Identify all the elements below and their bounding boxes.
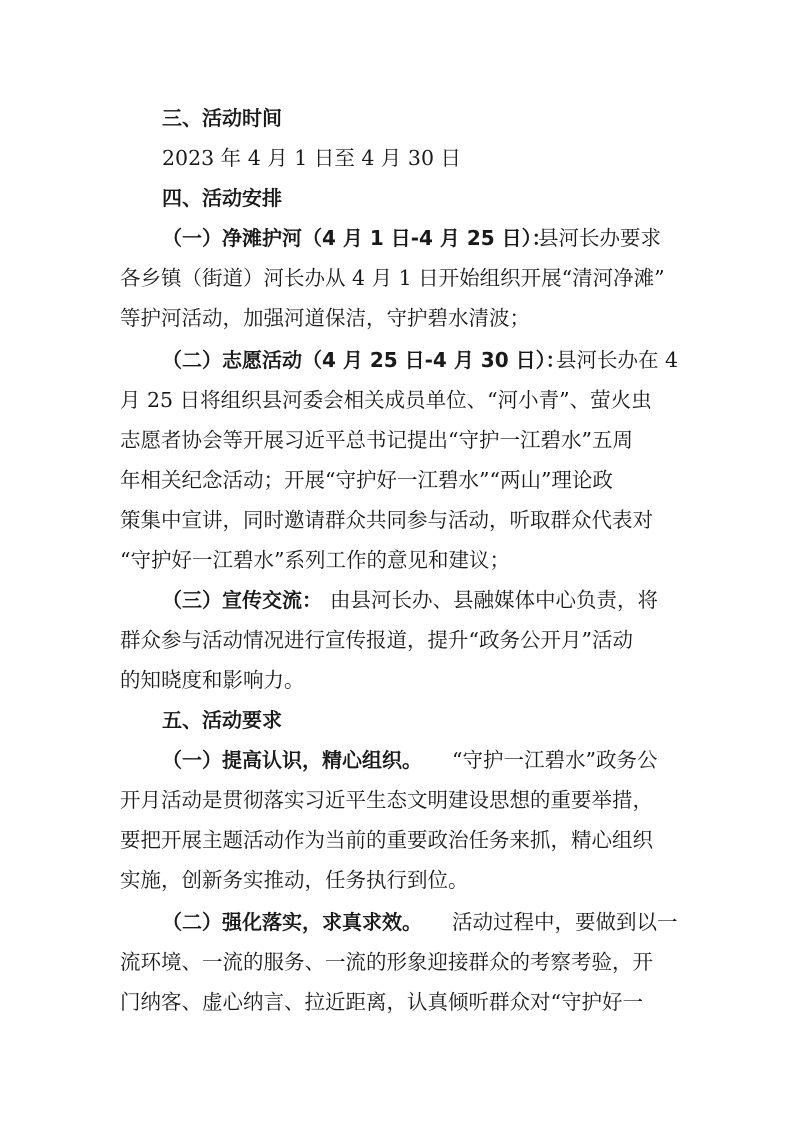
item-5-2-label: （二）强化落实，求真求效。	[162, 910, 422, 934]
paragraph-line: 门纳客、虚心纳言、拉近距离，认真倾听群众对“守护好一	[120, 990, 643, 1014]
paragraph-line: 月 25 日将组织县河委会相关成员单位、“河小青”、萤火虫	[120, 388, 652, 412]
paragraph-line: 流环境、一流的服务、一流的形象迎接群众的考察考验，开	[120, 950, 653, 974]
item-4-3-line-3	[0, 660, 793, 700]
item-5-1-line-2	[0, 780, 793, 820]
section-4-heading-line	[0, 178, 793, 218]
item-4-2-text: 县河长办在 4	[556, 348, 679, 372]
paragraph-line: 要把开展主题活动作为当前的重要政治任务来抓，精心组织	[120, 828, 653, 852]
item-5-2-line-3	[0, 982, 793, 1022]
item-4-1-label: （一）净滩护河（4 月 1 日-4 月 25 日）：	[162, 226, 552, 250]
paragraph-line: 各乡镇（街道）河长办从 4 月 1 日开始组织开展“清河净滩”	[120, 266, 665, 290]
item-4-1-line-1	[0, 218, 793, 258]
paragraph-line: 策集中宣讲，同时邀请群众共同参与活动，听取群众代表对	[120, 508, 653, 532]
item-4-1-line-3	[0, 298, 793, 338]
item-4-2-line-6	[0, 540, 793, 580]
paragraph-line: 开月活动是贯彻落实习近平生态文明建设思想的重要举措，	[120, 788, 653, 812]
item-5-1-line-1	[0, 740, 793, 780]
paragraph-line: 等护河活动，加强河道保洁，守护碧水清波；	[120, 306, 530, 330]
section-4-heading: 四、活动安排	[162, 186, 282, 210]
paragraph-line: 实施，创新务实推动，任务执行到位。	[120, 868, 469, 892]
item-5-1-text: “守护一江碧水”政务公	[452, 748, 658, 772]
section-5-heading-line	[0, 700, 793, 740]
item-4-2-line-3	[0, 420, 793, 460]
item-4-1-text: 县河长办要求	[538, 226, 661, 250]
item-5-1-line-4	[0, 860, 793, 900]
item-5-2-text: 活动过程中，要做到以一	[452, 910, 678, 934]
item-4-2-line-1	[0, 340, 793, 380]
item-5-1-label: （一）提高认识，精心组织。	[162, 748, 422, 772]
paragraph-line: 群众参与活动情况进行宣传报道，提升“政务公开月”活动	[120, 628, 633, 652]
item-4-2-line-2	[0, 380, 793, 420]
item-5-2-line-1	[0, 902, 793, 942]
item-4-2-label: （二）志愿活动（4 月 25 日-4 月 30 日）：	[162, 348, 566, 372]
section-5-heading: 五、活动要求	[162, 708, 282, 732]
item-4-2-line-5	[0, 500, 793, 540]
item-4-2-line-4	[0, 460, 793, 500]
item-5-2-line-2	[0, 942, 793, 982]
paragraph-line: 志愿者协会等开展习近平总书记提出“守护一江碧水”五周	[120, 428, 633, 452]
section-3-heading: 三、活动时间	[162, 106, 282, 130]
paragraph-line: 的知晓度和影响力。	[120, 668, 305, 692]
item-5-1-line-3	[0, 820, 793, 860]
item-4-3-label: （三）宣传交流：	[162, 588, 322, 612]
section-3-heading-line	[0, 98, 793, 138]
paragraph-line: “守护好一江碧水”系列工作的意见和建议；	[120, 548, 510, 572]
activity-date-range: 2023 年 4 月 1 日至 4 月 30 日	[162, 146, 462, 170]
item-4-3-text: 由县河长办、县融媒体中心负责，将	[330, 588, 658, 612]
section-3-date-line	[0, 138, 793, 178]
item-4-3-line-2	[0, 620, 793, 660]
paragraph-line: 年相关纪念活动；开展“守护好一江碧水”“两山”理论政	[120, 468, 613, 492]
item-4-1-line-2	[0, 258, 793, 298]
item-4-3-line-1	[0, 580, 793, 620]
